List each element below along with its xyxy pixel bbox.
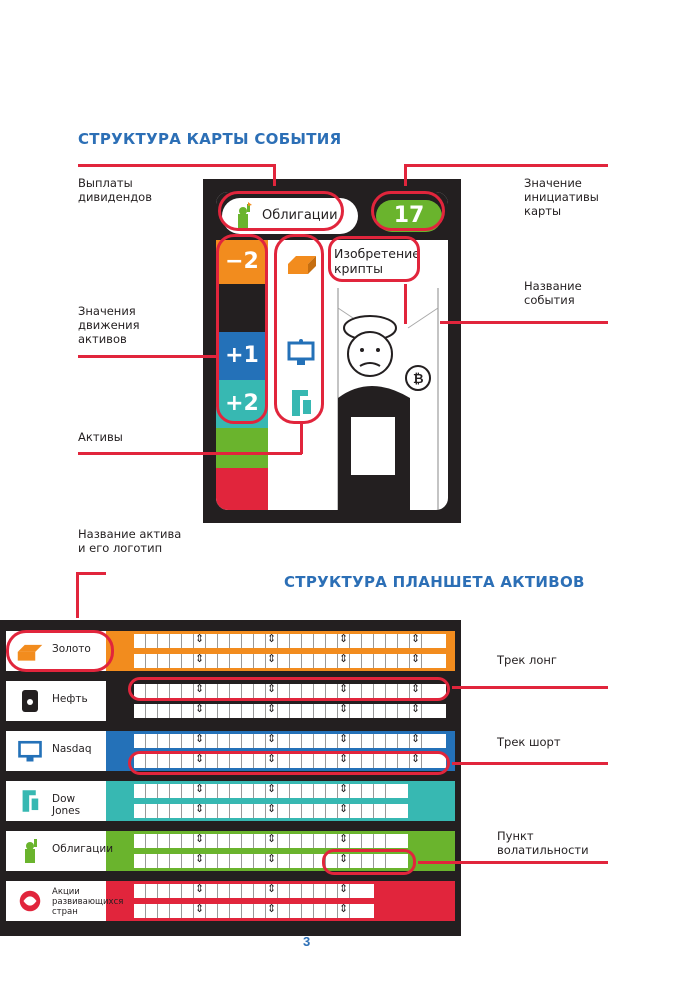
track-cell (338, 834, 350, 848)
track-cell (194, 784, 206, 798)
track-cell (362, 734, 374, 748)
track-cell (290, 704, 302, 718)
track-cell (254, 854, 266, 868)
long-track-gold (134, 634, 446, 648)
track-cell (230, 704, 242, 718)
track-cell (254, 634, 266, 648)
track-cell (146, 734, 158, 748)
leader-dividend-v (273, 164, 276, 186)
track-cell (338, 734, 350, 748)
track-cell (302, 654, 314, 668)
track-cell (170, 884, 182, 898)
track-cell (218, 804, 230, 818)
track-cell (218, 704, 230, 718)
track-cell (182, 654, 194, 668)
track-cell (230, 884, 242, 898)
board-structure-heading: СТРУКТУРА ПЛАНШЕТА АКТИВОВ (284, 573, 585, 591)
long-track-bonds (134, 834, 408, 848)
track-cell (350, 734, 362, 748)
track-cell (302, 704, 314, 718)
track-cell (362, 834, 374, 848)
track-cell (170, 904, 182, 918)
track-cell (362, 704, 374, 718)
track-cell (362, 634, 374, 648)
track-cell (206, 634, 218, 648)
track-cell (410, 704, 422, 718)
track-cell (206, 854, 218, 868)
asset-name-cell-bonds (6, 831, 114, 871)
track-cell (146, 904, 158, 918)
track-cell (290, 854, 302, 868)
track-cell (242, 904, 254, 918)
track-cell (242, 834, 254, 848)
track-cell (170, 854, 182, 868)
track-cell (158, 804, 170, 818)
label-volatility: Пункт волатильности (497, 829, 589, 857)
track-cell (218, 854, 230, 868)
leader-moves (78, 355, 218, 358)
oil-barrel-icon (16, 687, 44, 715)
highlight-asset-name (6, 630, 114, 672)
track-cell (146, 884, 158, 898)
track-cell (170, 634, 182, 648)
track-cell (158, 734, 170, 748)
track-cell (266, 904, 278, 918)
leader-event-v (404, 284, 407, 324)
track-cell (218, 904, 230, 918)
highlight-short-track (128, 751, 450, 775)
asset-name-cell-emerging (6, 881, 124, 921)
asset-row-emerging (0, 878, 461, 924)
long-track-emerging (134, 884, 374, 898)
track-cell (326, 784, 338, 798)
label-event-name: Название события (524, 279, 582, 307)
track-cell (278, 734, 290, 748)
track-cell (134, 704, 146, 718)
track-cell (386, 704, 398, 718)
track-cell (242, 734, 254, 748)
dowjones-icon (16, 787, 44, 815)
track-cell (314, 704, 326, 718)
card-structure-heading: СТРУКТУРА КАРТЫ СОБЫТИЯ (78, 130, 342, 148)
move-value-gold: −2 (225, 249, 259, 274)
track-cell (134, 904, 146, 918)
highlight-initiative (371, 191, 445, 231)
track-cell (170, 834, 182, 848)
track-cell (266, 654, 278, 668)
track-cell (230, 784, 242, 798)
track-cell (278, 834, 290, 848)
track-cell (146, 634, 158, 648)
asset-name-gold: Золото (52, 643, 91, 655)
track-cell (254, 804, 266, 818)
label-asset-moves: Значения движения активов (78, 304, 140, 346)
track-cell (230, 734, 242, 748)
track-cell (326, 834, 338, 848)
leader-short-track (452, 762, 608, 765)
short-track-emerging (134, 904, 374, 918)
track-cell (266, 734, 278, 748)
initiative-value: 17 (376, 200, 442, 232)
track-cell (326, 804, 338, 818)
track-cell (254, 884, 266, 898)
track-cell (146, 654, 158, 668)
track-cell (410, 654, 422, 668)
track-cell (362, 654, 374, 668)
label-asset-name-logo: Название актива и его логотип (78, 527, 182, 555)
track-cell (302, 634, 314, 648)
highlight-assets (274, 234, 324, 424)
move-segment-bonds (216, 428, 268, 468)
highlight-asset-moves (216, 234, 268, 424)
track-cell (326, 884, 338, 898)
track-cell (146, 804, 158, 818)
track-cell (350, 834, 362, 848)
track-cell (170, 654, 182, 668)
track-cell (290, 884, 302, 898)
track-cell (206, 784, 218, 798)
track-cell (338, 804, 350, 818)
asset-name-emerging: Акции развивающихся стран (52, 887, 124, 917)
label-dividends: Выплаты дивидендов (78, 176, 152, 204)
track-cell (314, 784, 326, 798)
track-cell (182, 734, 194, 748)
track-cell (278, 904, 290, 918)
track-cell (230, 804, 242, 818)
label-initiative: Значение инициативы карты (524, 176, 599, 218)
track-cell (158, 784, 170, 798)
leader-initiative-v (404, 164, 407, 186)
track-cell (146, 834, 158, 848)
track-cell (290, 804, 302, 818)
track-cell (242, 654, 254, 668)
track-cell (218, 734, 230, 748)
asset-name-nasdaq: Nasdaq (52, 743, 92, 755)
dividend-asset-name: Облигации (262, 208, 338, 223)
leader-event-h (440, 321, 608, 324)
track-cell (182, 804, 194, 818)
event-title: Изобретение крипты (334, 246, 420, 276)
track-cell (254, 734, 266, 748)
track-cell (290, 834, 302, 848)
track-cell (266, 854, 278, 868)
track-cell (314, 884, 326, 898)
track-cell (170, 734, 182, 748)
move-value-dowjones: +2 (225, 391, 259, 416)
track-cell (290, 904, 302, 918)
track-cell (182, 784, 194, 798)
track-cell (146, 784, 158, 798)
track-cell (230, 654, 242, 668)
track-cell (314, 734, 326, 748)
track-cell (266, 834, 278, 848)
track-cell (206, 734, 218, 748)
track-cell (278, 654, 290, 668)
highlight-dividend (218, 191, 344, 231)
track-cell (170, 804, 182, 818)
track-cell (278, 804, 290, 818)
track-cell (350, 634, 362, 648)
track-cell (374, 834, 386, 848)
track-cell (134, 784, 146, 798)
move-value-nasdaq: +1 (225, 343, 259, 368)
track-cell (182, 854, 194, 868)
track-cell (338, 904, 350, 918)
track-cell (278, 884, 290, 898)
short-track-dowjones (134, 804, 408, 818)
track-cell (374, 654, 386, 668)
asset-name-cell-oil (6, 681, 106, 721)
track-cell (242, 884, 254, 898)
svg-text:₿: ₿ (413, 372, 424, 387)
track-cell (230, 854, 242, 868)
track-cell (218, 634, 230, 648)
miner-illustration (328, 288, 448, 510)
leader-volatility (418, 861, 608, 864)
track-cell (158, 854, 170, 868)
track-cell (338, 884, 350, 898)
track-cell (278, 854, 290, 868)
track-cell (350, 784, 362, 798)
asset-name-oil: Нефть (52, 693, 88, 705)
track-cell (374, 784, 386, 798)
track-cell (182, 704, 194, 718)
track-cell (182, 904, 194, 918)
track-cell (206, 704, 218, 718)
track-cell (350, 804, 362, 818)
track-cell (146, 854, 158, 868)
track-cell (194, 904, 206, 918)
leader-long-track (452, 686, 608, 689)
track-cell (134, 734, 146, 748)
track-cell (410, 634, 422, 648)
track-cell (386, 634, 398, 648)
track-cell (242, 704, 254, 718)
track-cell (314, 834, 326, 848)
track-cell (278, 634, 290, 648)
track-cell (410, 734, 422, 748)
asset-name-dowjones: Dow Jones (52, 793, 81, 817)
track-cell (134, 804, 146, 818)
move-segment-emerging (216, 468, 268, 510)
track-cell (242, 634, 254, 648)
track-cell (218, 654, 230, 668)
asset-row-dowjones (0, 778, 461, 824)
track-cell (242, 854, 254, 868)
track-cell (290, 654, 302, 668)
track-cell (134, 634, 146, 648)
track-cell (338, 704, 350, 718)
track-cell (314, 904, 326, 918)
track-cell (182, 884, 194, 898)
track-cell (278, 704, 290, 718)
track-cell (326, 654, 338, 668)
track-cell (194, 734, 206, 748)
long-track-nasdaq (134, 734, 446, 748)
liberty-icon (16, 837, 44, 865)
track-cell (158, 884, 170, 898)
track-cell (350, 654, 362, 668)
track-cell (314, 654, 326, 668)
short-track-gold (134, 654, 446, 668)
track-cell (362, 804, 374, 818)
track-cell (398, 734, 410, 748)
highlight-event-name (328, 236, 420, 282)
nasdaq-icon (16, 737, 44, 765)
track-cell (302, 904, 314, 918)
highlight-long-track (128, 677, 450, 701)
track-cell (242, 804, 254, 818)
track-cell (134, 834, 146, 848)
track-cell (326, 704, 338, 718)
track-cell (302, 784, 314, 798)
track-cell (194, 884, 206, 898)
track-cell (302, 804, 314, 818)
leader-dividend-h (78, 164, 276, 167)
label-long-track: Трек лонг (497, 653, 557, 667)
track-cell (158, 904, 170, 918)
track-cell (386, 734, 398, 748)
track-cell (206, 904, 218, 918)
track-cell (290, 784, 302, 798)
track-cell (314, 804, 326, 818)
track-cell (134, 884, 146, 898)
track-cell (170, 784, 182, 798)
track-cell (266, 784, 278, 798)
track-cell (134, 854, 146, 868)
track-cell (194, 634, 206, 648)
track-cell (374, 634, 386, 648)
short-track-oil (134, 704, 446, 718)
leader-assets-v (300, 424, 303, 454)
track-cell (254, 834, 266, 848)
track-cell (302, 834, 314, 848)
track-cell (302, 884, 314, 898)
track-cell (278, 784, 290, 798)
track-cell (146, 704, 158, 718)
track-cell (338, 634, 350, 648)
label-short-track: Трек шорт (497, 735, 561, 749)
track-cell (338, 654, 350, 668)
track-cell (230, 904, 242, 918)
track-cell (182, 634, 194, 648)
track-cell (314, 634, 326, 648)
track-cell (362, 784, 374, 798)
track-cell (194, 854, 206, 868)
leader-asset-name-h (76, 572, 106, 575)
track-cell (194, 704, 206, 718)
track-cell (374, 734, 386, 748)
track-cell (290, 634, 302, 648)
track-cell (170, 704, 182, 718)
track-cell (194, 804, 206, 818)
track-cell (158, 654, 170, 668)
track-cell (266, 634, 278, 648)
track-cell (134, 654, 146, 668)
track-cell (398, 634, 410, 648)
page-number: 3 (303, 934, 311, 949)
label-assets: Активы (78, 430, 123, 444)
leader-assets-h (78, 452, 302, 455)
track-cell (326, 904, 338, 918)
track-cell (290, 734, 302, 748)
track-cell (218, 884, 230, 898)
track-cell (374, 704, 386, 718)
track-cell (326, 634, 338, 648)
track-cell (398, 654, 410, 668)
track-cell (158, 834, 170, 848)
track-cell (206, 804, 218, 818)
track-cell (218, 784, 230, 798)
track-cell (206, 834, 218, 848)
track-cell (194, 654, 206, 668)
track-cell (194, 834, 206, 848)
track-cell (158, 704, 170, 718)
track-cell (386, 654, 398, 668)
track-cell (230, 834, 242, 848)
highlight-volatility (322, 849, 416, 875)
track-cell (182, 834, 194, 848)
leader-initiative-h (404, 164, 608, 167)
emerging-markets-icon (16, 887, 44, 915)
track-cell (326, 734, 338, 748)
track-cell (206, 654, 218, 668)
track-cell (254, 904, 266, 918)
track-cell (230, 634, 242, 648)
leader-asset-name-v (76, 572, 79, 618)
track-cell (266, 704, 278, 718)
asset-name-bonds: Облигации (52, 843, 114, 855)
track-cell (398, 704, 410, 718)
track-cell (158, 634, 170, 648)
track-cell (218, 834, 230, 848)
track-cell (266, 884, 278, 898)
track-cell (302, 854, 314, 868)
track-cell (338, 784, 350, 798)
track-cell (266, 804, 278, 818)
track-cell (254, 784, 266, 798)
track-cell (242, 784, 254, 798)
track-cell (350, 704, 362, 718)
track-cell (254, 704, 266, 718)
track-cell (254, 654, 266, 668)
track-cell (206, 884, 218, 898)
long-track-dowjones (134, 784, 408, 798)
track-cell (302, 734, 314, 748)
track-cell (374, 804, 386, 818)
asset-name-cell-dowjones (6, 781, 106, 821)
asset-name-cell-nasdaq (6, 731, 106, 771)
